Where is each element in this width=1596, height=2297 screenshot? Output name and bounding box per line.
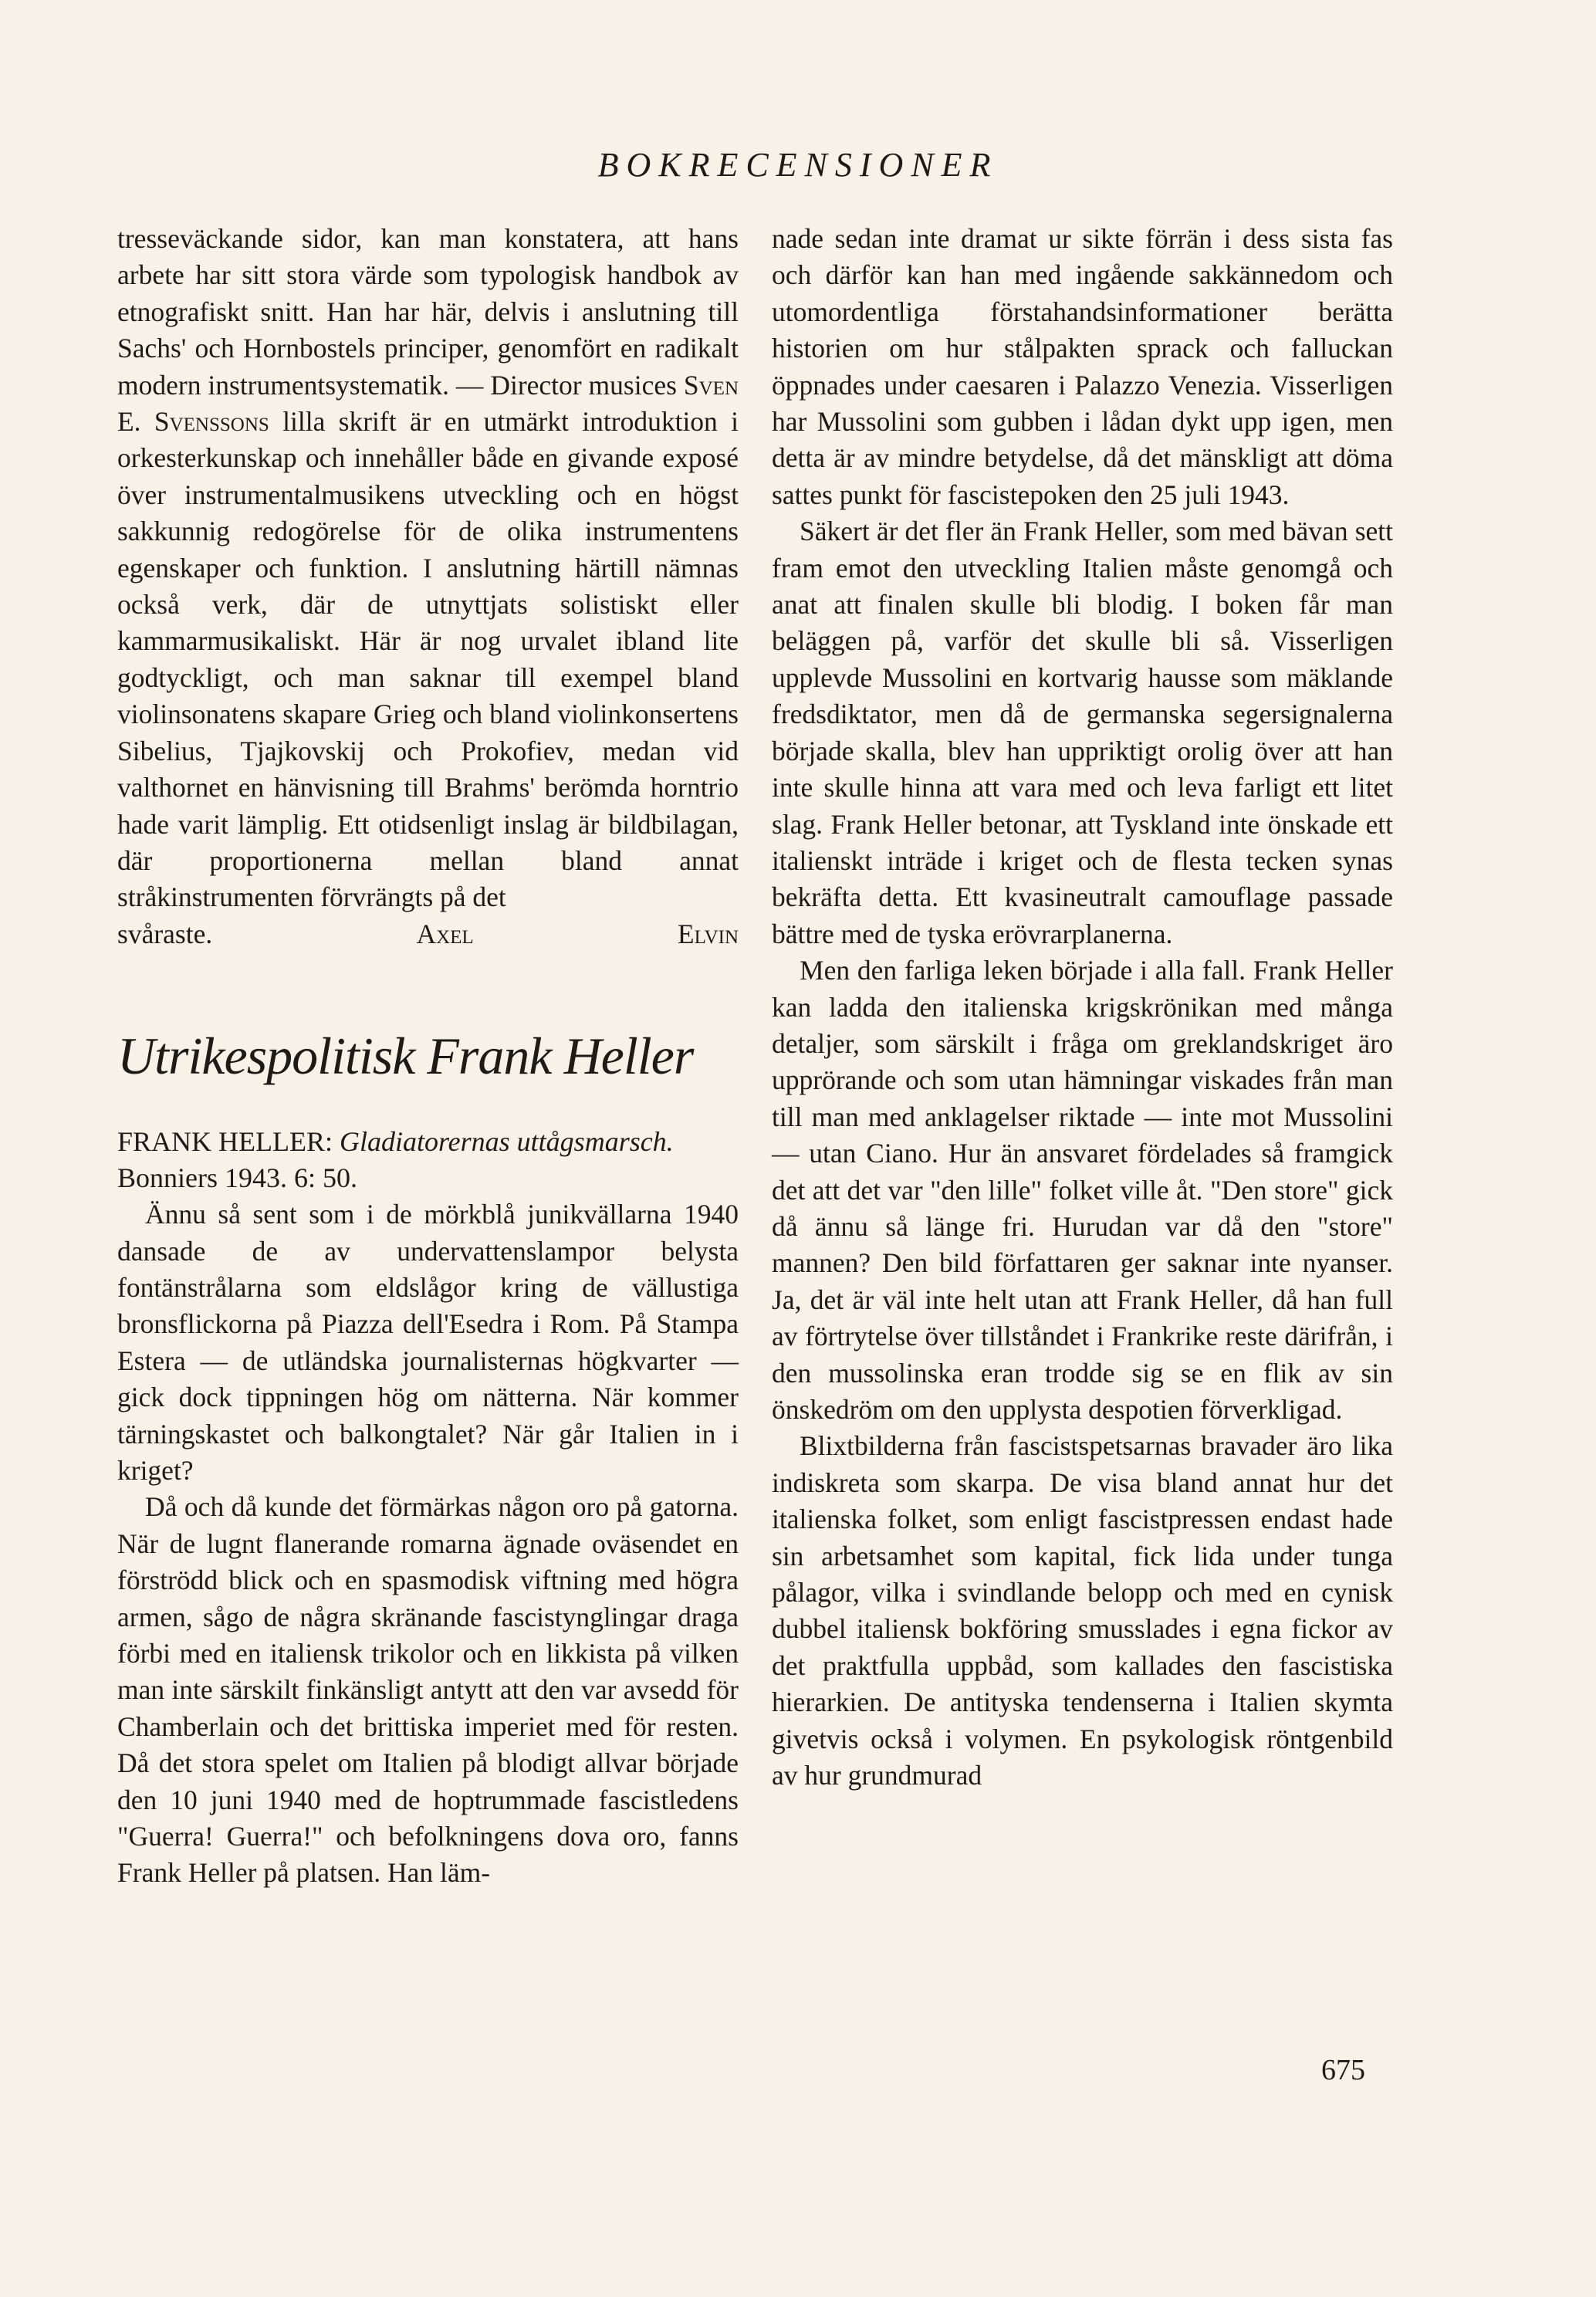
review-last-word: svåraste. bbox=[117, 918, 213, 949]
article-title: Utrikespolitisk Frank Heller bbox=[117, 1027, 694, 1086]
citation-publisher: Bonniers 1943. 6: 50. bbox=[117, 1162, 357, 1194]
article-paragraph-3: nade sedan inte dramat ur sikte förrän i dess sista fas och därför kan han med ingående sakkännedom och utomordentliga förstahandsinformationer berätta historien om hur stålpakten sprack och falluckan öppnades under caesaren i Palazzo Venezia. Visserligen har Mussolini som gubben i lådan dykt upp igen, men detta är av mindre betydelse, då det mänskligt att döma sattes punkt för fascistepoken den 25 juli 1943. bbox=[772, 223, 1393, 510]
article-paragraph-4: Säkert är det fler än Frank Heller, som med bävan sett fram emot den utveckling Italien måste genomgå och anat att finalen skulle bli blodig. I boken får man beläggen på, varför det skulle bli så. Visserligen upplevde Mussolini en kortvarig hausse som mäklande fredsdiktator, men då de germanska segersignalerna började skalla, blev han uppriktigt orolig över att han inte skulle hinna att vara med och leva farligt ett litet slag. Frank Heller betonar, att Tyskland inte önskade ett italienskt inträde i kriget och de flesta tecken synas bekräfta detta. Ett kvasineutralt camouflage passade bättre med de tyska erövrarplanerna. bbox=[772, 516, 1393, 949]
review-signature-line bbox=[117, 916, 739, 952]
review-signature: Axel Elvin bbox=[416, 918, 739, 949]
review-text-before-name: tresseväckande sidor, kan man konstatera, att hans arbete har sitt stora värde som typologisk handbok av etnografiskt snitt. Han har här, delvis i anslutning till Sachs' och Hornbostels principer, genomfört en radikalt modern instrumentsystematik. — Director musices bbox=[117, 223, 739, 401]
citation-author: FRANK HELLER: bbox=[117, 1126, 340, 1158]
running-header: BOKRECENSIONER bbox=[597, 146, 999, 184]
citation-title: Gladiatorernas uttågsmarsch. bbox=[340, 1126, 674, 1158]
review-text-after-name: lilla skrift är en utmärkt introduktion i orkesterkunskap och innehåller både en givande exposé över instrumentalmusikens utveckling och en högst sakkunnig redogörelse för de olika instrumentens egenskaper och funktion. I anslutning härtill nämnas också verk, där de utnyttjats solistiskt eller kammarmusikaliskt. Här är nog urvalet ibland lite godtyckligt, och man saknar till exempel bland violinsonatens skapare Grieg och bland violinkonsertens Sibelius, Tjajkovskij och Prokofiev, medan vid valthornet en hänvisning till Brahms' berömda horntrio hade varit lämplig. Ett otidsenligt inslag är bildbilagan, där proportionerna mellan bland annat stråkinstrumenten förvrängts på det bbox=[117, 406, 739, 913]
article-paragraph-6: Blixtbilderna från fascistspetsarnas bravader äro lika indiskreta som skarpa. De visa bland annat hur det italienska folket, som enligt fascistpressen endast hade sin arbetsamhet som kapital, fick lida under tunga pålagor, vilka i svindlande belopp och med en cynisk dubbel italiensk bokföring smusslades i egna fickor av det praktfulla uppbåd, som kallades den fascistiska hierarkien. De antityska tendenserna i Italien skymta givetvis också i volymen. En psykologisk röntgenbild av hur grundmurad bbox=[772, 1430, 1393, 1791]
article-paragraph-5: Men den farliga leken började i alla fall. Frank Heller kan ladda den italienska krigskrönikan med många detaljer, som särskilt i fråga om greklandskriget äro upprörande och som utan hämningar viskades från man till man med anklagelser riktade — inte mot Mussolini — utan Ciano. Hur än ansvaret fördelades så framgick det att det var "den lille" folket ville åt. "Den store" gick då ännu så länge fri. Hurudan var då den "store" mannen? Den bild författaren ger saknar inte nyanser. Ja, det är väl inte helt utan att Frank Heller, då han full av förtrytelse över tillståndet i Frankrike reste därifrån, i den mussolinska eran trodde sig se en flik av sin önskedröm om den upplysta despotien förverkligad. bbox=[772, 955, 1393, 1425]
book-citation bbox=[117, 1124, 739, 1196]
page-number: 675 bbox=[1321, 2054, 1365, 2086]
left-column bbox=[117, 221, 739, 1892]
article-paragraph-1: Ännu så sent som i de mörkblå junikvällarna 1940 dansade de av undervattenslampor belysta fontänstrålarna som eldslågor kring de vällustiga bronsflickorna på Piazza dell'Esedra i Rom. På Stampa Estera — de utländska journalisternas högkvarter — gick dock tippningen hög om nätterna. När kommer tärningskastet och balkongtalet? När går Italien in i kriget? bbox=[117, 1199, 739, 1486]
article-paragraph-2: Då och då kunde det förmärkas någon oro på gatorna. När de lugnt flanerande romarna ägnade oväsendet en förströdd blick och en spasmodisk viftning med högra armen, sågo de några skränande fascistynglingar draga förbi med en italiensk trikolor och en likkista på vilken man inte särskilt finkänsligt antytt att den var avsedd för Chamberlain och det brittiska imperiet med för resten. Då det stora spelet om Italien på blodigt allvar började den 10 juni 1940 med de hoptrummade fascistledens "Guerra! Guerra!" och befolkningens dova oro, fanns Frank Heller på platsen. Han läm- bbox=[117, 1491, 739, 1889]
right-column bbox=[772, 221, 1393, 1794]
reviewed-author-name: Sven E. Svenssons bbox=[117, 369, 739, 438]
review-continuation-paragraph bbox=[117, 221, 739, 916]
